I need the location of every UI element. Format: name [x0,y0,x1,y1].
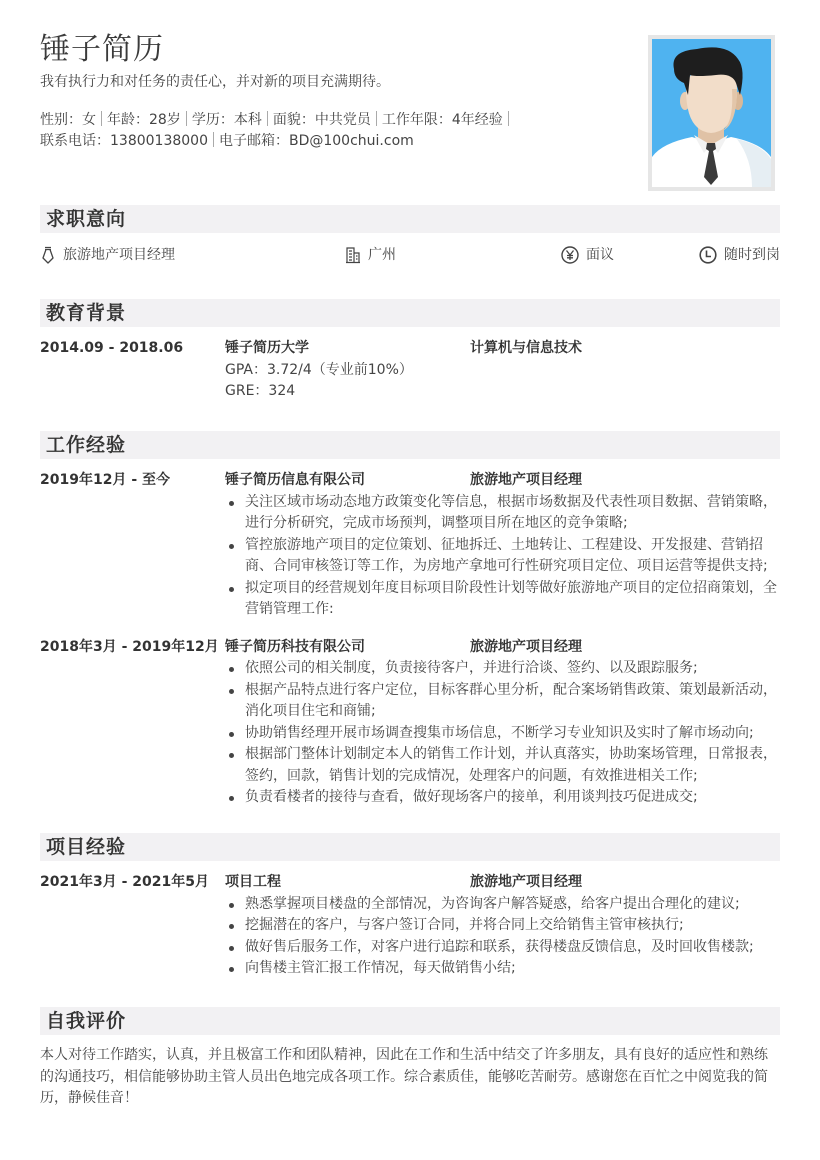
entry-project: 项目工程 [225,874,281,890]
intent-city-label: 广州 [368,247,396,263]
section-job-intent [40,205,780,265]
section-title: 工作经验 [40,431,780,459]
entry-date: 2019年12月 - 至今 [40,472,171,488]
work-entry [40,637,780,809]
info-work-years: 工作年限：4年经验 [381,112,503,128]
divider [186,111,187,126]
tie-icon [40,246,56,264]
duty-list [225,658,780,809]
intent-salary [561,245,614,265]
section-work-experience [40,431,780,809]
duty-list [225,894,780,980]
divider [508,111,509,126]
entry-details [40,637,780,809]
divider [213,132,214,147]
intent-city [345,245,396,265]
entry-company: 锤子简历科技有限公司 [225,638,365,655]
entry-role: 旅游地产项目经理 [470,472,582,488]
section-title: 教育背景 [40,299,780,327]
list-item: 向售楼主管汇报工作情况，每天做销售小结; [225,958,780,980]
yuan-icon [561,246,579,264]
avatar [648,35,775,191]
building-icon [345,246,361,264]
list-item: 依照公司的相关制度，负责接待客户，并进行洽谈、签约、以及跟踪服务; [225,658,780,680]
section-project-experience [40,833,780,980]
list-item: 做好售后服务工作，对客户进行追踪和联系，获得楼盘反馈信息，及时回收售楼款; [225,937,780,959]
list-item: 根据部门整体计划制定本人的销售工作计划，并认真落实，协助案场管理，日常报表，签约，回款，销售计划的完成情况，处理客户的问题，有效推进相关工作; [225,744,780,787]
section-title: 求职意向 [40,205,780,233]
info-education: 学历：本科 [191,112,262,128]
entry-role: 旅游地产项目经理 [470,874,582,890]
entry-major: 计算机与信息技术 [470,340,582,356]
section-title: 项目经验 [40,833,780,861]
info-political-status: 面貌：中共党员 [272,112,371,128]
job-intent-row [40,245,780,265]
intent-salary-label: 面议 [586,247,614,263]
personal-info-row-2 [40,131,620,152]
intent-availability [699,245,780,265]
avatar-man-with-tie-icon [652,39,771,187]
entry-company: 锤子简历信息有限公司 [225,472,365,488]
info-email: 电子邮箱：BD@100chui.com [218,133,414,149]
list-item: 管控旅游地产项目的定位策划、征地拆迁、土地转让、工程建设、开发报建、营销招商、合同审核签订等工作，为房地产拿地可行性研究项目定位、项目运营等提供支持; [225,535,780,578]
clock-icon [699,246,717,264]
entry-role: 旅游地产项目经理 [470,638,582,655]
resume-name: 锤子简历 [40,32,164,67]
personal-info [40,110,620,152]
divider [267,111,268,126]
resume-header [40,30,620,152]
info-age: 年龄：28岁 [107,112,181,128]
entry-school: 锤子简历大学 [225,340,309,356]
list-item: 关注区域市场动态地方政策变化等信息，根据市场数据及代表性项目数据、营销策略，进行分析研究，完成市场预判，调整项目所在地区的竞争策略; [225,492,780,535]
entry-date: 2014.09 - 2018.06 [40,340,184,356]
section-education [40,299,780,403]
intent-position-label: 旅游地产项目经理 [63,247,175,263]
entry-gpa: GPA：3.72/4（专业前10%） [225,361,413,378]
section-self-evaluation [40,1007,780,1110]
intent-availability-label: 随时到岗 [724,247,780,263]
list-item: 熟悉掌握项目楼盘的全部情况，为咨询客户解答疑惑，给客户提出合理化的建议; [225,894,780,916]
self-evaluation-text: 本人对待工作踏实，认真，并且极富工作和团队精神，因此在工作和生活中结交了许多朋友，具有良好的适应性和熟练的沟通技巧，相信能够协助主管人员出色地完成各项工作。综合素质佳，能够吃苦耐劳。感谢您在百忙之中阅览我的简历，静候佳音！ [40,1047,768,1106]
education-entry [40,338,780,403]
section-title: 自我评价 [40,1007,780,1035]
divider [376,111,377,126]
list-item: 拟定项目的经营规划年度目标项目阶段性计划等做好旅游地产项目的定位招商策划，全营销管理工作: [225,578,780,621]
divider [101,111,102,126]
entry-details [40,470,780,621]
list-item: 负责看楼者的接待与查看，做好现场客户的接单，利用谈判技巧促进成交; [225,787,780,809]
list-item: 挖掘潜在的客户，与客户签订合同，并将合同上交给销售主管审核执行; [225,915,780,937]
project-entry [40,872,780,980]
list-item: 协助销售经理开展市场调查搜集市场信息，不断学习专业知识及实时了解市场动向; [225,723,780,745]
entry-gre: GRE：324 [225,383,296,399]
duty-list [225,492,780,621]
info-phone: 联系电话：13800138000 [40,133,208,149]
list-item: 根据产品特点进行客户定位，目标客群心里分析，配合案场销售政策、策划最新活动，消化项目住宅和商铺; [225,680,780,723]
info-gender: 性别：女 [40,112,96,128]
work-entry [40,470,780,621]
personal-info-row-1 [40,110,620,131]
entry-date: 2021年3月 - 2021年5月 [40,874,209,890]
resume-motto: 我有执行力和对任务的责任心，并对新的项目充满期待。 [40,74,390,90]
intent-position [40,245,175,265]
entry-date: 2018年3月 - 2019年12月 [40,638,219,655]
